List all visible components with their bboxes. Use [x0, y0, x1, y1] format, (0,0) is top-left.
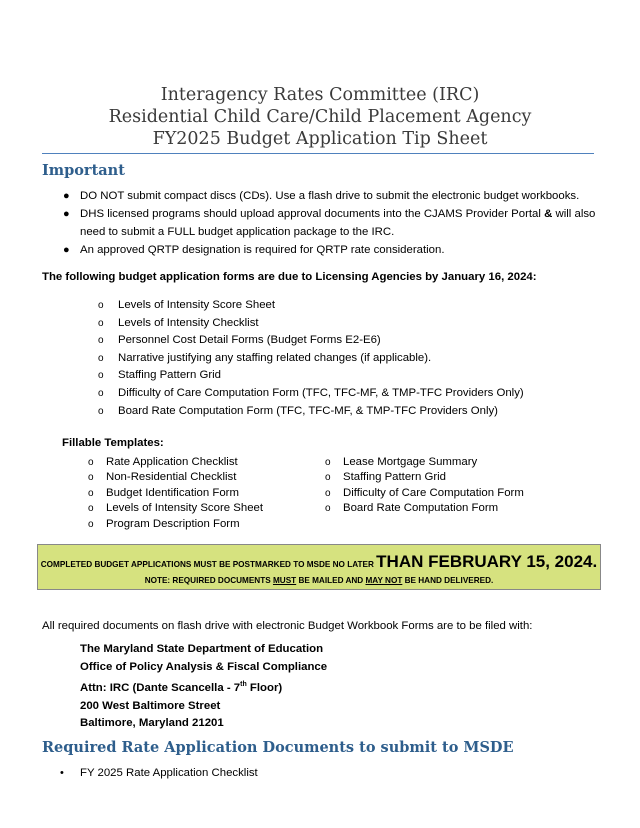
circle-bullet-icon: o: [98, 317, 104, 329]
circle-bullet-icon: o: [98, 352, 104, 364]
circle-bullet-icon: o: [98, 405, 104, 417]
list-item: o Levels of Intensity Score Sheet: [88, 501, 263, 516]
address-line: 200 West Baltimore Street: [80, 699, 221, 712]
templates-left-list: [88, 455, 263, 532]
address-line: Attn: IRC (Dante Scancella - 7th Floor): [80, 681, 283, 694]
circle-bullet-icon: o: [98, 335, 104, 347]
delivery-note: NOTE: REQUIRED DOCUMENTS MUST BE MAILED AND MAY NOT BE HAND DELIVERED.: [144, 576, 494, 585]
list-item: o Board Rate Computation Form: [325, 501, 524, 516]
templates-right-list: [325, 455, 524, 517]
list-item: o Rate Application Checklist: [88, 455, 263, 470]
list-item: o Levels of Intensity Score Sheet: [98, 297, 524, 315]
list-item: o Personnel Cost Detail Forms (Budget Forms E2-E6): [98, 332, 524, 350]
filing-intro: All required documents on flash drive with electronic Budget Workbook Forms are to be filed with:: [42, 620, 533, 632]
document-title: [0, 84, 640, 150]
list-item: • FY 2025 Rate Application Checklist: [60, 767, 258, 779]
list-item: o Program Description Form: [88, 517, 263, 532]
circle-bullet-icon: o: [325, 487, 331, 499]
bullet-icon: •: [60, 767, 64, 779]
forms-due-heading: The following budget application forms are due to Licensing Agencies by January 16, 2024:: [42, 271, 537, 283]
title-line-1: Interagency Rates Committee (IRC): [160, 85, 480, 105]
circle-bullet-icon: o: [88, 503, 94, 515]
list-item: ● DO NOT submit compact discs (CDs). Use a flash drive to submit the electronic budget workbooks.: [60, 187, 610, 205]
templates-heading: Fillable Templates:: [62, 437, 164, 449]
list-item: o Staffing Pattern Grid: [325, 470, 524, 485]
list-item: o Non-Residential Checklist: [88, 470, 263, 485]
circle-bullet-icon: o: [325, 457, 331, 468]
list-item: o Difficulty of Care Computation Form (TFC, TFC-MF, & TMP-TFC Providers Only): [98, 385, 524, 403]
required-docs-heading: Required Rate Application Documents to submit to MSDE: [42, 739, 514, 756]
deadline-notice-box: [37, 544, 601, 590]
title-line-2: Residential Child Care/Child Placement Agency: [108, 107, 532, 127]
important-heading: Important: [42, 162, 125, 179]
circle-bullet-icon: o: [88, 457, 94, 468]
forms-due-list: [98, 297, 524, 420]
circle-bullet-icon: o: [88, 518, 94, 530]
bullet-icon: ●: [63, 190, 70, 202]
list-item: o Lease Mortgage Summary: [325, 455, 524, 470]
title-divider: [42, 153, 594, 154]
circle-bullet-icon: o: [325, 503, 331, 515]
list-item: o Staffing Pattern Grid: [98, 367, 524, 385]
circle-bullet-icon: o: [88, 487, 94, 499]
list-item: o Board Rate Computation Form (TFC, TFC-MF, & TMP-TFC Providers Only): [98, 403, 524, 421]
bullet-icon: ●: [63, 244, 70, 256]
circle-bullet-icon: o: [98, 370, 104, 382]
list-item: o Budget Identification Form: [88, 486, 263, 501]
list-item: ● DHS licensed programs should upload approval documents into the CJAMS Provider Portal & will also need to submit a FULL budget application package to the IRC.: [60, 205, 610, 241]
address-line: Office of Policy Analysis & Fiscal Compliance: [80, 660, 328, 673]
important-bullet-list: [60, 187, 610, 259]
bullet-icon: ●: [63, 208, 70, 220]
mailing-address: [80, 641, 327, 733]
list-item: o Difficulty of Care Computation Form: [325, 486, 524, 501]
address-line: Baltimore, Maryland 21201: [80, 717, 224, 730]
deadline-line: COMPLETED BUDGET APPLICATIONS MUST BE POSTMARKED TO MSDE NO LATER THAN FEBRUARY 15, 2024.: [40, 552, 598, 571]
list-item: ● An approved QRTP designation is required for QRTP rate consideration.: [60, 241, 610, 259]
circle-bullet-icon: o: [98, 300, 104, 311]
title-line-3: FY2025 Budget Application Tip Sheet: [152, 129, 488, 149]
circle-bullet-icon: o: [325, 472, 331, 484]
list-item: o Narrative justifying any staffing related changes (if applicable).: [98, 350, 524, 368]
circle-bullet-icon: o: [88, 472, 94, 484]
circle-bullet-icon: o: [98, 387, 104, 399]
address-line: The Maryland State Department of Education: [80, 643, 324, 655]
list-item: o Levels of Intensity Checklist: [98, 315, 524, 333]
